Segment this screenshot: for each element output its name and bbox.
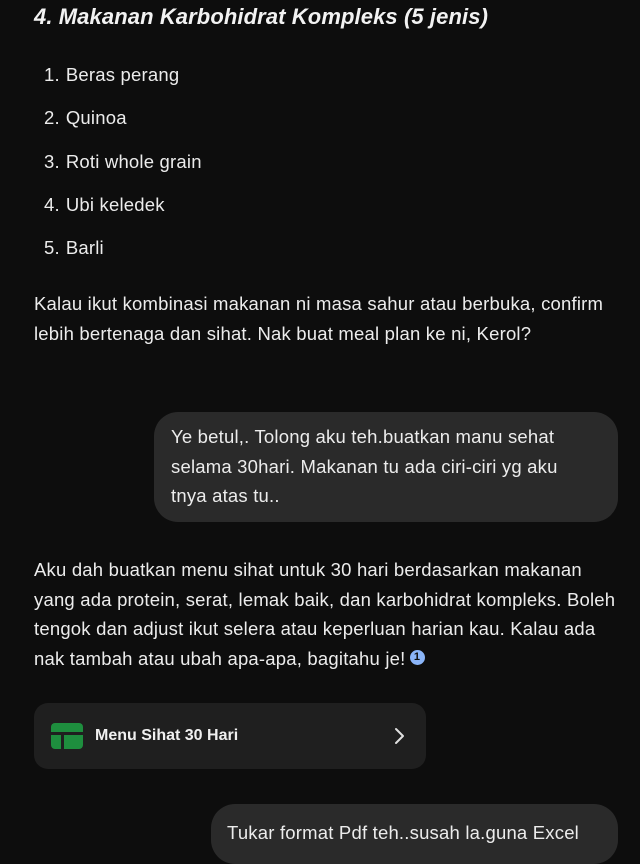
- attachment-card-menu-sihat[interactable]: [34, 703, 426, 769]
- chevron-right-icon: [394, 727, 406, 745]
- list-item: [44, 149, 202, 192]
- list-item-text: Beras perang: [65, 64, 180, 85]
- assistant-message-text: Aku dah buatkan menu sihat untuk 30 hari berdasarkan makanan yang ada protein, serat, lemak baik, dan karbohidrat kompleks. Boleh tengok dan adjust ikut selera atau keperluan harian kau. Kalau ada nak tambah atau ubah apa-apa, bagitahu je!: [34, 559, 616, 669]
- list-item-number: 1.: [44, 64, 60, 85]
- assistant-message: [34, 555, 619, 673]
- spreadsheet-icon: [51, 723, 83, 749]
- section-heading: 4. Makanan Karbohidrat Kompleks (5 jenis): [34, 4, 488, 29]
- list-item-text: Barli: [65, 237, 104, 259]
- list-item: [44, 105, 202, 148]
- list-item-text: Roti whole grain: [65, 150, 202, 172]
- user-message-text: Ye betul,. Tolong aku teh.buatkan manu sehat selama 30hari. Makanan tu ada ciri-ciri yg aku tnya atas tu..: [171, 426, 558, 506]
- assistant-message: Kalau ikut kombinasi makanan ni masa sahur atau berbuka, confirm lebih bertenaga dan sihat. Nak buat meal plan ke ni, Kerol?: [34, 293, 604, 344]
- list-item: [44, 62, 202, 105]
- list-item: [44, 235, 202, 278]
- list-item-text: Ubi keledek: [65, 193, 165, 215]
- user-message-bubble[interactable]: [154, 412, 618, 522]
- list-item-number: 5.: [44, 237, 60, 259]
- user-message-text: Tukar format Pdf teh..susah la.guna Excel: [227, 822, 579, 843]
- list-item-number: 2.: [44, 107, 60, 129]
- carb-food-list: [44, 62, 202, 278]
- list-item-text: Quinoa: [65, 107, 127, 129]
- list-item: [44, 192, 202, 235]
- list-item-number: 3.: [44, 150, 60, 172]
- info-badge-icon[interactable]: 1: [410, 650, 425, 665]
- attachment-card-title: Menu Sihat 30 Hari: [95, 727, 239, 744]
- list-item-number: 4.: [44, 193, 60, 215]
- user-message-bubble[interactable]: [211, 804, 618, 864]
